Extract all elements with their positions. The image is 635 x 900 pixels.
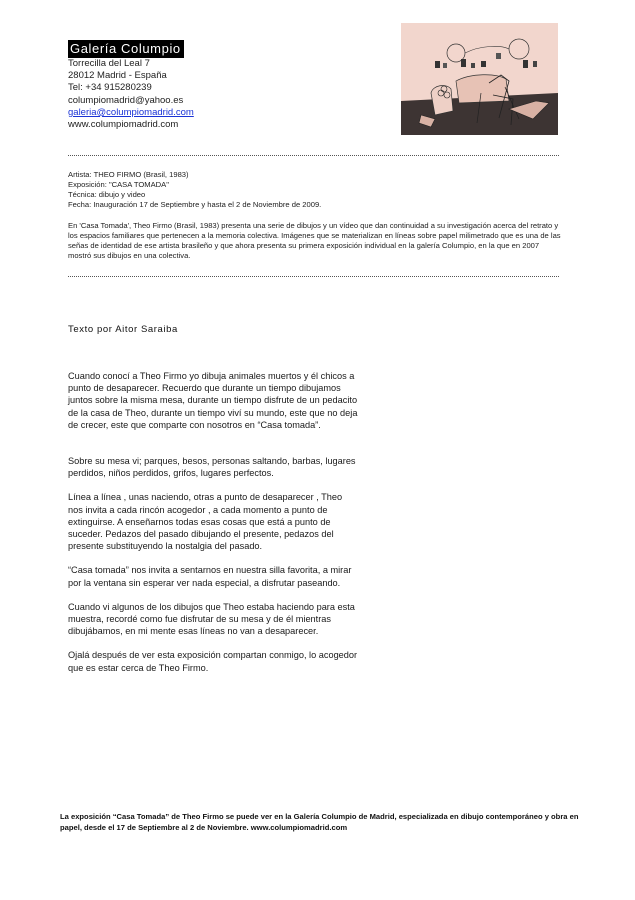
divider-top	[68, 155, 559, 156]
essay-paragraph: Línea a línea , unas naciendo, otras a punto de desaparecer , Theo nos invita a cada rincón acogedor , a cada momento a punto de extinguirse. A enseñarnos todas esas cosas que está a punto de suceder. Pedazos del pasado dibujando el presente, pedazos del presente substituyendo la nostalgia del pasado.	[68, 492, 343, 552]
essay-title: Texto por Aitor Saraiba	[68, 324, 178, 335]
essay-paragraph: Sobre su mesa vi; parques, besos, personas saltando, barbas, lugares perdidos, niños perdidos, grifos, lugares perfectos.	[68, 456, 356, 479]
address-city: 28012 Madrid - España	[68, 70, 167, 82]
address-street: Torrecilla del Leal 7	[68, 58, 150, 69]
technique-line: Técnica: dibujo y video	[68, 190, 146, 199]
exhibition-info	[68, 170, 563, 261]
divider-bottom	[68, 276, 559, 277]
exhibition-line: Exposición: "CASA TOMADA"	[68, 180, 169, 189]
footer-note: La exposición “Casa Tomada” de Theo Firmo se puede ver en la Galería Columpio de Madrid, especializada en dibujo contemporáneo y obra en papel, desde el 17 de Septiembre al 2 de Noviembre. www.columpiomadrid.com	[60, 812, 579, 832]
essay-paragraph: Cuando vi algunos de los dibujos que Theo estaba haciendo para esta muestra, recordé como fue disfrutar de su mesa y de él mientras dibujábamos, en mi mente esas líneas no van a desaparecer.	[68, 601, 355, 637]
gallery-header	[68, 40, 398, 131]
essay-paragraph: Cuando conocí a Theo Firmo yo dibuja animales muertos y él chicos a punto de desaparecer. Recuerdo que durante un tiempo dibujamos juntos sobre la misma mesa, durante un tiempo disfrute de un pedacito de la casa de Theo, durante un tiempo viví su mundo, este que no deja de crecer, este que comparte con nosotros en “Casa tomada”.	[68, 371, 358, 430]
artist-line: Artista: THEO FIRMO (Brasil, 1983)	[68, 170, 189, 179]
email-link[interactable]: galeria@columpiomadrid.com	[68, 106, 194, 118]
essay-paragraph: Ojalá después de ver esta exposición compartan conmigo, lo acogedor que es estar cerca de Theo Firmo.	[68, 650, 358, 673]
website: www.columpiomadrid.com	[68, 119, 179, 131]
exhibition-description: En 'Casa Tomada', Theo Firmo (Brasil, 1983) presenta una serie de dibujos y un vídeo que dan continuidad a su investigación acerca del retrato y los espacios familiares que pertenecen a la memoria colectiva. Imágenes que se materializan en líneas sobre papel milimetrado que es una de las señas de identidad de ese artista brasileño y que ahora presenta su primera exposición individual en la galería Columpio, en la que en 2007 mostró sus dibujos en una colectiva.	[68, 221, 561, 260]
essay-body	[68, 370, 358, 674]
phone-number: Tel: +34 915280239	[68, 82, 152, 94]
date-line: Fecha: Inauguración 17 de Septiembre y hasta el 2 de Noviembre de 2009.	[68, 200, 322, 209]
artwork-image	[401, 23, 558, 135]
artwork-drawing	[401, 23, 558, 135]
email-plain: columpiomadrid@yahoo.es	[68, 94, 184, 106]
essay-paragraph: “Casa tomada” nos invita a sentarnos en nuestra silla favorita, a mirar por la ventana sin esperar ver nada especial, a disfrutar paseando.	[68, 565, 352, 588]
gallery-name: Galería Columpio	[68, 40, 184, 58]
